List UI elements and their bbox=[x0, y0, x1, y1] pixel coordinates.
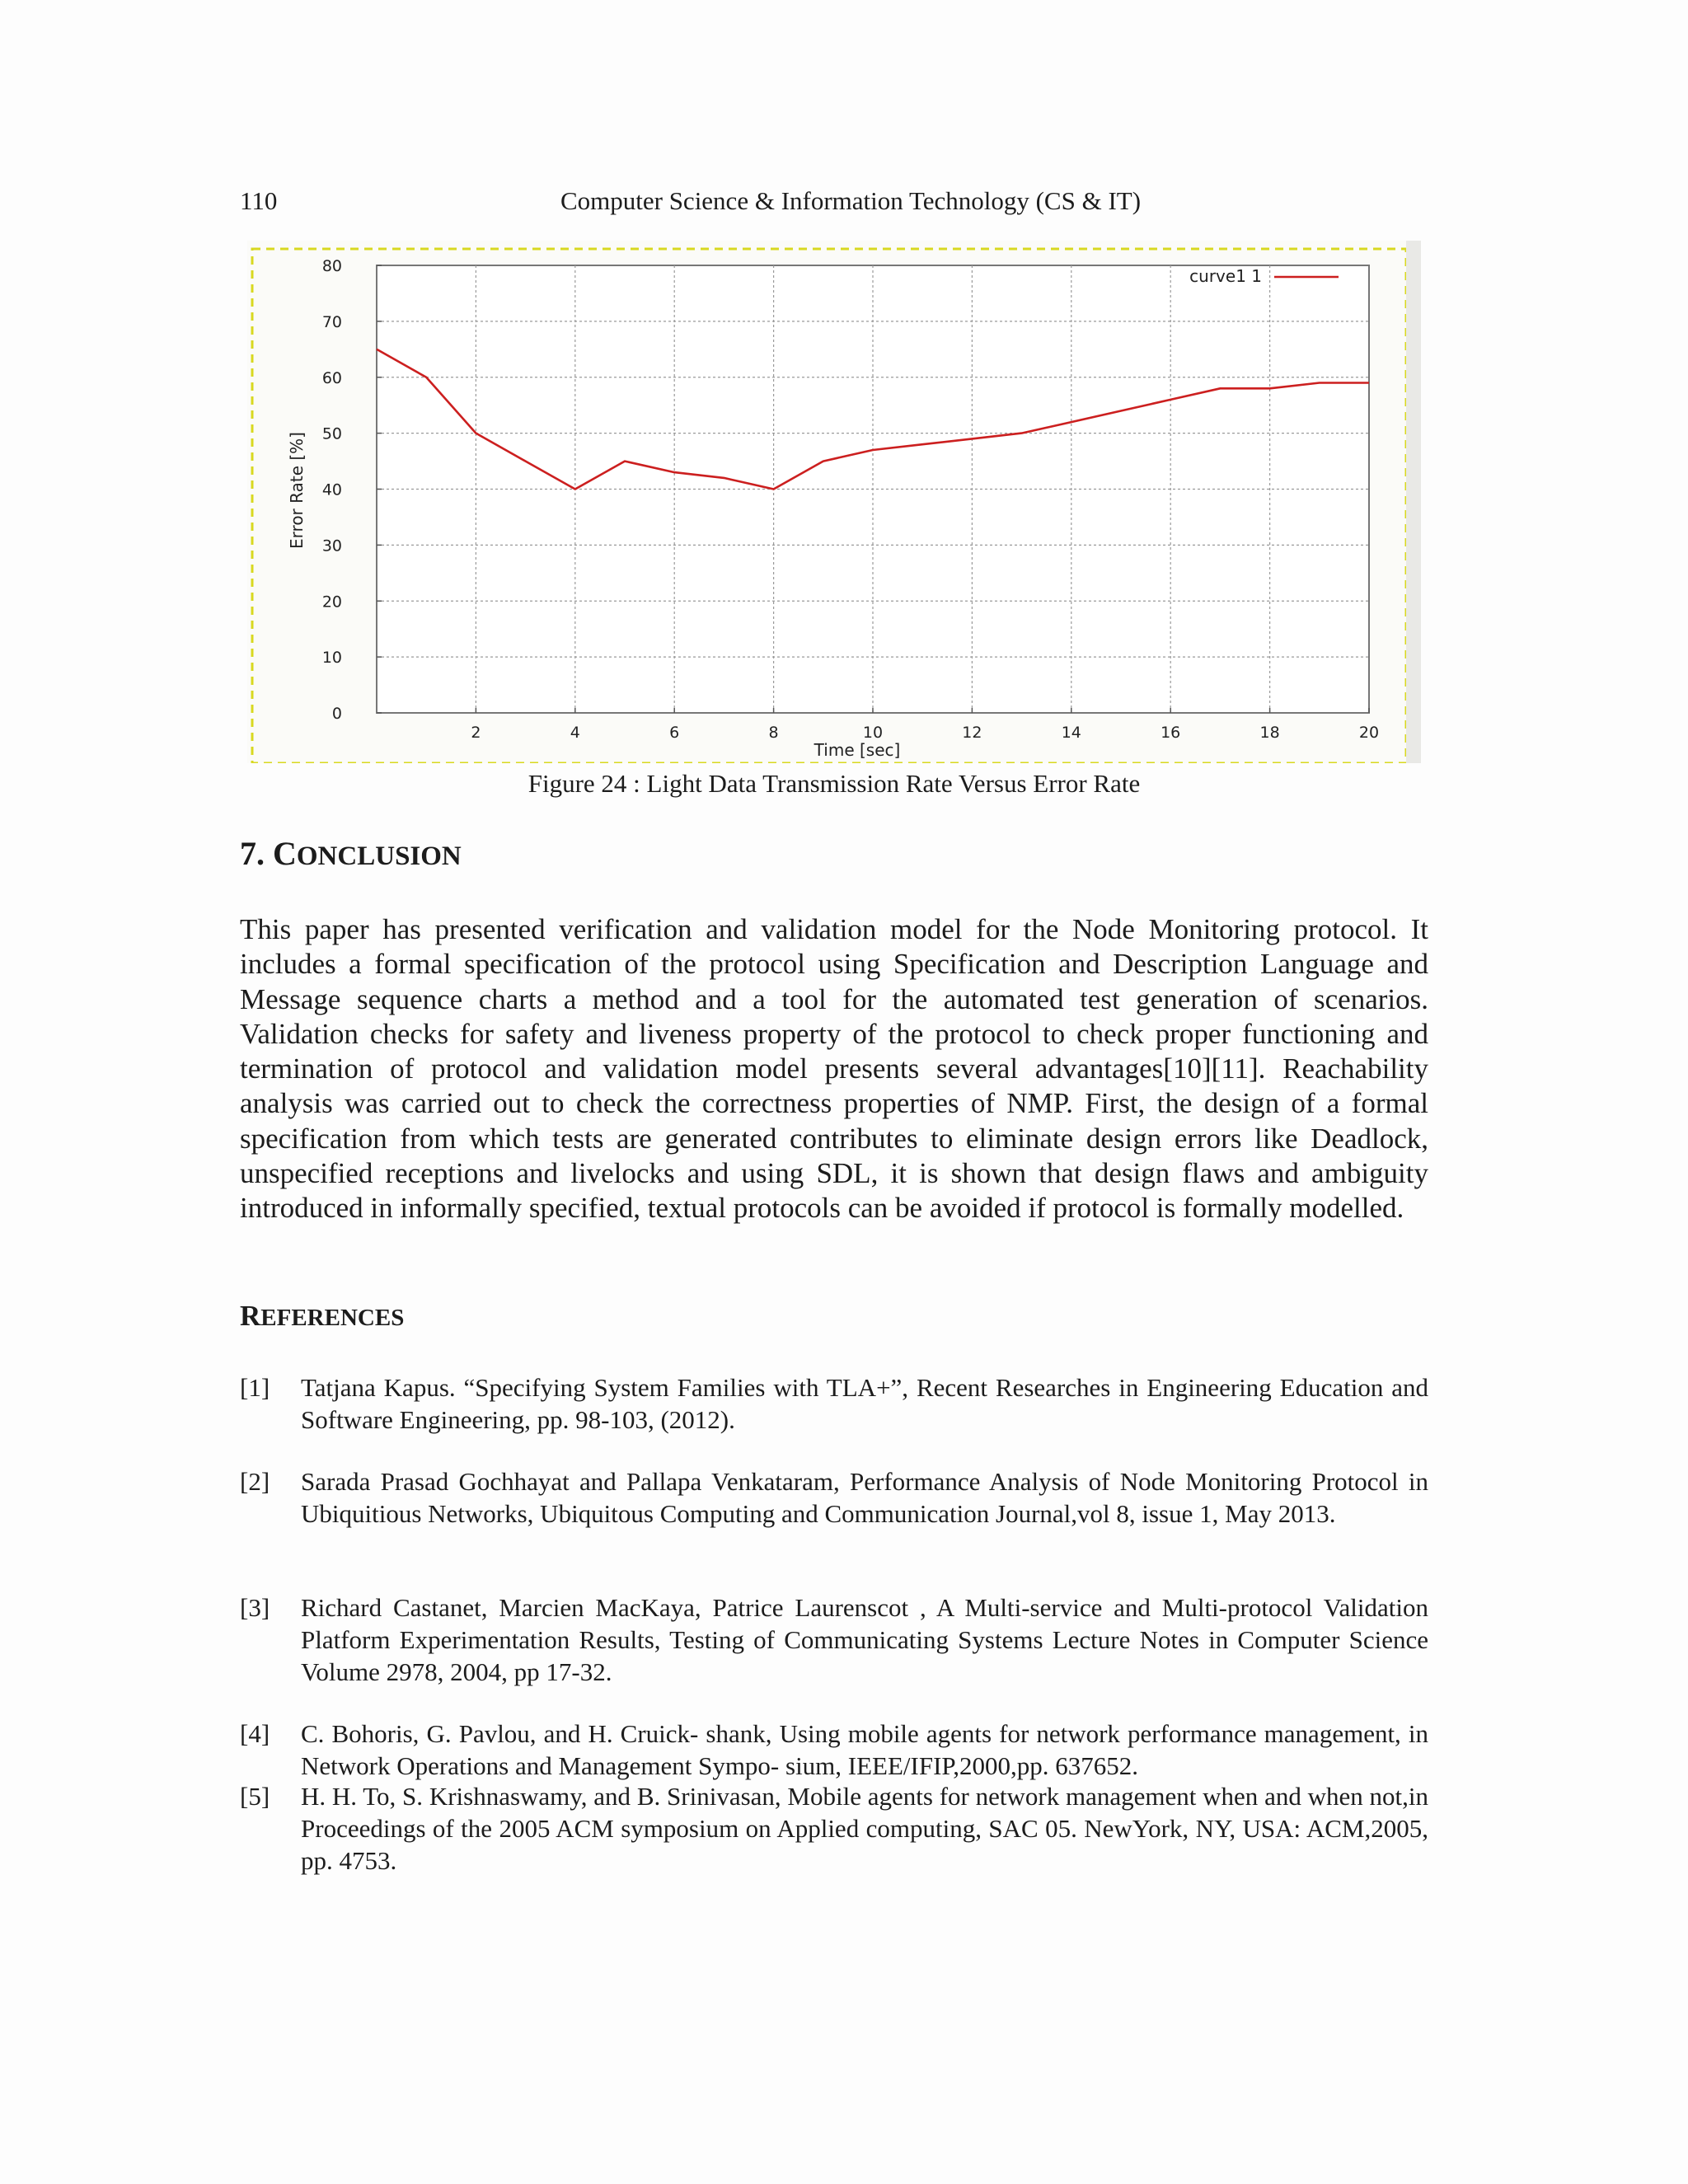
x-tick-label: 8 bbox=[768, 724, 779, 742]
reference-text: Richard Castanet, Marcien MacKaya, Patrice Laurenscot , A Multi-service and Multi-protocol Validation Platform Experimentation Results, Testing of Communicating Systems Lecture Notes in Computer Science Volume 2978, 2004, pp 17-32. bbox=[301, 1593, 1428, 1686]
figure-caption: Figure 24 : Light Data Transmission Rate Versus Error Rate bbox=[528, 769, 1141, 798]
reference-text: Sarada Prasad Gochhayat and Pallapa Venkataram, Performance Analysis of Node Monitoring Protocol in Ubiquitious Networks, Ubiquitous Computing and Communication Journal,vol 8, issue 1, May 2013. bbox=[301, 1467, 1428, 1528]
figure-24 bbox=[247, 241, 1421, 763]
reference-number: [4] bbox=[240, 1719, 270, 1748]
x-tick-label: 20 bbox=[1358, 724, 1380, 742]
reference-item bbox=[240, 1371, 1428, 1436]
reference-item bbox=[240, 1465, 1428, 1530]
x-tick-label: 2 bbox=[471, 724, 481, 742]
reference-item bbox=[240, 1591, 1428, 1688]
reference-item bbox=[240, 1780, 1428, 1877]
reference-number: [3] bbox=[240, 1593, 270, 1622]
x-tick-label: 18 bbox=[1259, 724, 1280, 742]
reference-item bbox=[240, 1718, 1428, 1782]
references-heading: REFERENCES bbox=[240, 1300, 405, 1332]
y-tick-label: 20 bbox=[321, 593, 342, 612]
journal-title: Computer Science & Information Technology (CS & IT) bbox=[560, 186, 1142, 215]
reference-number: [5] bbox=[240, 1782, 270, 1811]
reference-text: H. H. To, S. Krishnaswamy, and B. Srinivasan, Mobile agents for network management when and when not,in Proceedings of the 2005 ACM symposium on Applied computing, SAC 05. NewYork, NY, USA: ACM,2005, pp. 4753. bbox=[301, 1782, 1428, 1875]
conclusion-text: This paper has presented verification and validation model for the Node Monitoring protocol. It includes a formal specification of the protocol using Specification and Description Language and Message sequence charts a method and a tool for the automated test generation of scenarios. Validation checks for safety and liveness property of the protocol to check proper functioning and termination of protocol and validation model presents several advantages[10][11]. Reachability analysis was carried out to check the correctness properties of NMP. First, the design of a formal specification from which tests are generated contributes to eliminate design errors like Deadlock, unspecified receptions and livelocks and using SDL, it is shown that design flaws and ambiguity introduced in informally specified, textual protocols can be avoided if protocol is formally modelled. bbox=[240, 913, 1428, 1225]
y-tick-label: 60 bbox=[321, 368, 342, 387]
y-tick-label: 50 bbox=[321, 424, 342, 443]
legend-label: curve1 1 bbox=[1189, 266, 1262, 286]
x-tick-label: 6 bbox=[669, 724, 680, 742]
reference-text: C. Bohoris, G. Pavlou, and H. Cruick- shank, Using mobile agents for network performance management, in Network Operations and Management Sympo- sium, IEEE/IFIP,2000,pp. 637652. bbox=[301, 1719, 1428, 1780]
page-number: 110 bbox=[240, 186, 278, 215]
reference-number: [2] bbox=[240, 1467, 270, 1496]
reference-number: [1] bbox=[240, 1373, 270, 1402]
error-rate-chart bbox=[247, 241, 1421, 763]
conclusion-heading: 7. CONCLUSION bbox=[240, 835, 462, 872]
x-tick-label: 4 bbox=[570, 724, 580, 742]
x-tick-label: 14 bbox=[1061, 724, 1081, 742]
x-axis-label: Time [sec] bbox=[814, 740, 901, 760]
reference-text: Tatjana Kapus. “Specifying System Families with TLA+”, Recent Researches in Engineering Education and Software Engineering, pp. 98-103, (2012). bbox=[301, 1373, 1428, 1434]
y-tick-label: 30 bbox=[321, 537, 342, 555]
x-tick-label: 12 bbox=[962, 724, 982, 742]
x-tick-label: 10 bbox=[862, 724, 884, 742]
y-tick-label: 70 bbox=[321, 312, 342, 331]
x-tick-label: 16 bbox=[1160, 724, 1181, 742]
figure-right-margin bbox=[1406, 241, 1421, 763]
y-tick-label: 40 bbox=[321, 480, 342, 499]
y-tick-label: 10 bbox=[321, 649, 342, 668]
page-header bbox=[240, 186, 1428, 219]
y-tick-label: 80 bbox=[321, 257, 342, 275]
y-axis-label: Error Rate [%] bbox=[287, 432, 307, 549]
y-tick-label: 0 bbox=[331, 705, 342, 723]
